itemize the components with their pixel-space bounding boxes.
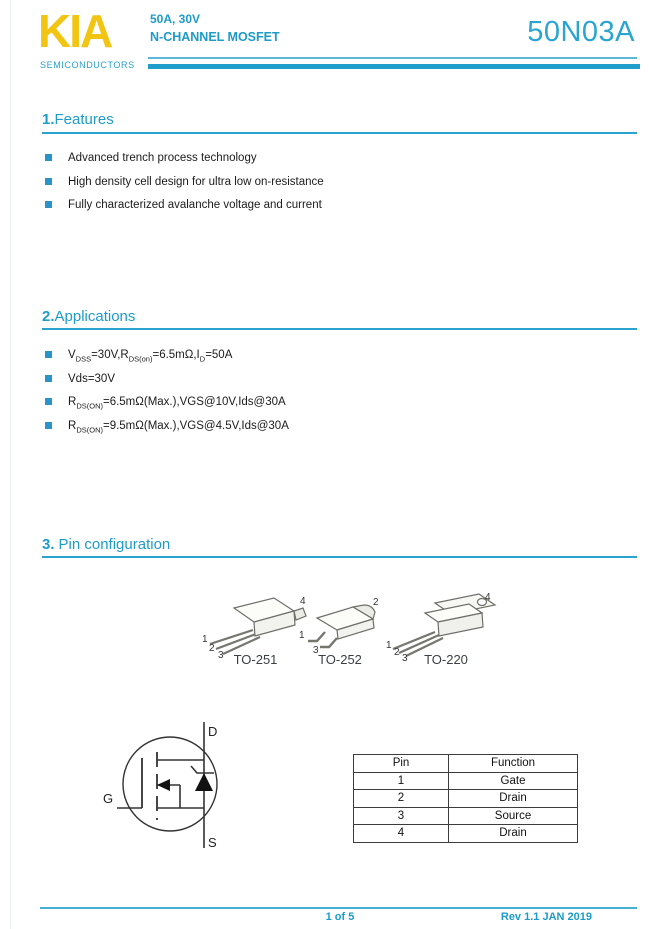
body-diode-icon bbox=[195, 773, 213, 791]
application-item bbox=[45, 396, 605, 409]
to-220-pin3-label: 3 bbox=[402, 653, 408, 662]
brand-tagline: SEMICONDUCTORS bbox=[40, 60, 135, 70]
pin-table-cell: Source bbox=[449, 807, 578, 825]
mosfet-symbol-diagram bbox=[98, 712, 223, 852]
pin-table-header-cell: Pin bbox=[354, 755, 449, 773]
pin-table-body bbox=[354, 772, 578, 842]
device-rating: 50A, 30V bbox=[150, 12, 201, 26]
feature-item-text: High density cell design for ultra low on-resistance bbox=[68, 175, 324, 188]
bullet-square-icon bbox=[45, 201, 52, 208]
pin-table-cell: 4 bbox=[354, 825, 449, 843]
pin-table-header-cell: Function bbox=[449, 755, 578, 773]
pin-table bbox=[353, 754, 578, 843]
application-item-text: $R_{DS(ON)}=9.5m\Omega(Max.),VGS@4.5V,Ids@30A$ bbox=[68, 419, 289, 434]
pin-table-head bbox=[354, 755, 578, 773]
pin-table-row bbox=[354, 807, 578, 825]
to-252-pin1-label: 1 bbox=[299, 630, 305, 641]
features-heading-title: Features bbox=[54, 111, 114, 128]
applications-heading-number: 2. bbox=[42, 308, 55, 325]
to-220-pin1-label: 1 bbox=[386, 640, 392, 651]
pin-table-row bbox=[354, 825, 578, 843]
drain-label: D bbox=[208, 724, 218, 739]
gate-label: G bbox=[103, 791, 114, 806]
pin-table-cell: 2 bbox=[354, 790, 449, 808]
to-220-pin4-label: 4 bbox=[485, 592, 491, 603]
page-number: 1 of 5 bbox=[325, 911, 355, 923]
feature-item bbox=[45, 176, 605, 189]
diode-cathode-bar bbox=[191, 766, 214, 773]
device-summary bbox=[150, 12, 280, 44]
applications-heading bbox=[42, 308, 135, 325]
to-251-pin4-label: 4 bbox=[300, 596, 306, 607]
to-251-package-drawing bbox=[198, 592, 313, 660]
bullet-square-icon bbox=[45, 422, 52, 429]
brand-logo: KIA bbox=[38, 5, 112, 57]
revision-label: Rev 1.1 JAN 2019 bbox=[500, 911, 592, 923]
pin-table-cell: Drain bbox=[449, 825, 578, 843]
to-251-pin3-label: 3 bbox=[218, 650, 224, 660]
page-edge-line bbox=[10, 0, 11, 929]
body-arrow-icon bbox=[157, 779, 170, 791]
header-rule-thin bbox=[148, 57, 637, 59]
pin-configuration-heading-number: 3. bbox=[42, 536, 55, 553]
bullet-square-icon bbox=[45, 178, 52, 185]
to-251-pin2-label: 2 bbox=[209, 643, 215, 654]
features-heading-rule bbox=[42, 132, 637, 134]
to-252-pin2-label: 2 bbox=[373, 597, 379, 608]
pin-table-cell: Drain bbox=[449, 790, 578, 808]
feature-item bbox=[45, 152, 605, 165]
pin-table-cell: 1 bbox=[354, 772, 449, 790]
footer-rule bbox=[40, 907, 637, 909]
pin-configuration-heading-rule bbox=[42, 556, 637, 558]
pin-table-cell: Gate bbox=[449, 772, 578, 790]
application-item bbox=[45, 349, 605, 362]
application-item-text: $V_{DSS}=30V,R_{DS(on)}=6.5m\Omega,I_D=50A$ bbox=[68, 349, 233, 364]
to-252-label: TO-252 bbox=[318, 652, 362, 667]
pin-table-cell: 3 bbox=[354, 807, 449, 825]
bullet-square-icon bbox=[45, 154, 52, 161]
features-heading bbox=[42, 111, 114, 128]
to-251-label: TO-251 bbox=[233, 652, 278, 667]
feature-item-text: Fully characterized avalanche voltage and current bbox=[68, 199, 322, 211]
to-252-package-drawing bbox=[297, 596, 383, 660]
header-rule-thick bbox=[148, 64, 640, 69]
application-item bbox=[45, 373, 605, 386]
to-220-label: TO-220 bbox=[424, 652, 468, 667]
device-type: N-CHANNEL MOSFET bbox=[150, 30, 280, 44]
applications-list bbox=[45, 349, 605, 443]
bullet-square-icon bbox=[45, 351, 52, 358]
application-item-text: Vds=30V bbox=[68, 372, 115, 385]
part-number: 50N03A bbox=[527, 16, 635, 48]
applications-heading-rule bbox=[42, 328, 637, 330]
applications-heading-title: Applications bbox=[54, 308, 136, 325]
features-heading-number: 1. bbox=[42, 111, 55, 128]
pin-configuration-heading-title: Pin configuration bbox=[58, 536, 171, 553]
pin-table-row bbox=[354, 772, 578, 790]
feature-item-text: Advanced trench process technology bbox=[68, 152, 257, 164]
feature-item bbox=[45, 199, 605, 212]
bullet-square-icon bbox=[45, 398, 52, 405]
to-251-pin1-label: 1 bbox=[202, 634, 208, 645]
source-label: S bbox=[208, 835, 217, 850]
pin-table-row bbox=[354, 790, 578, 808]
to-220-pin2-label: 2 bbox=[394, 647, 400, 658]
to-252-pin3-label: 3 bbox=[313, 645, 319, 656]
application-item-text: $R_{DS(ON)}=6.5m\Omega(Max.),VGS@10V,Ids@30A$ bbox=[68, 396, 286, 411]
application-item bbox=[45, 420, 605, 433]
features-list bbox=[45, 152, 605, 223]
pin-configuration-heading bbox=[42, 536, 170, 553]
pin-table-header-row bbox=[354, 755, 578, 773]
bullet-square-icon bbox=[45, 375, 52, 382]
